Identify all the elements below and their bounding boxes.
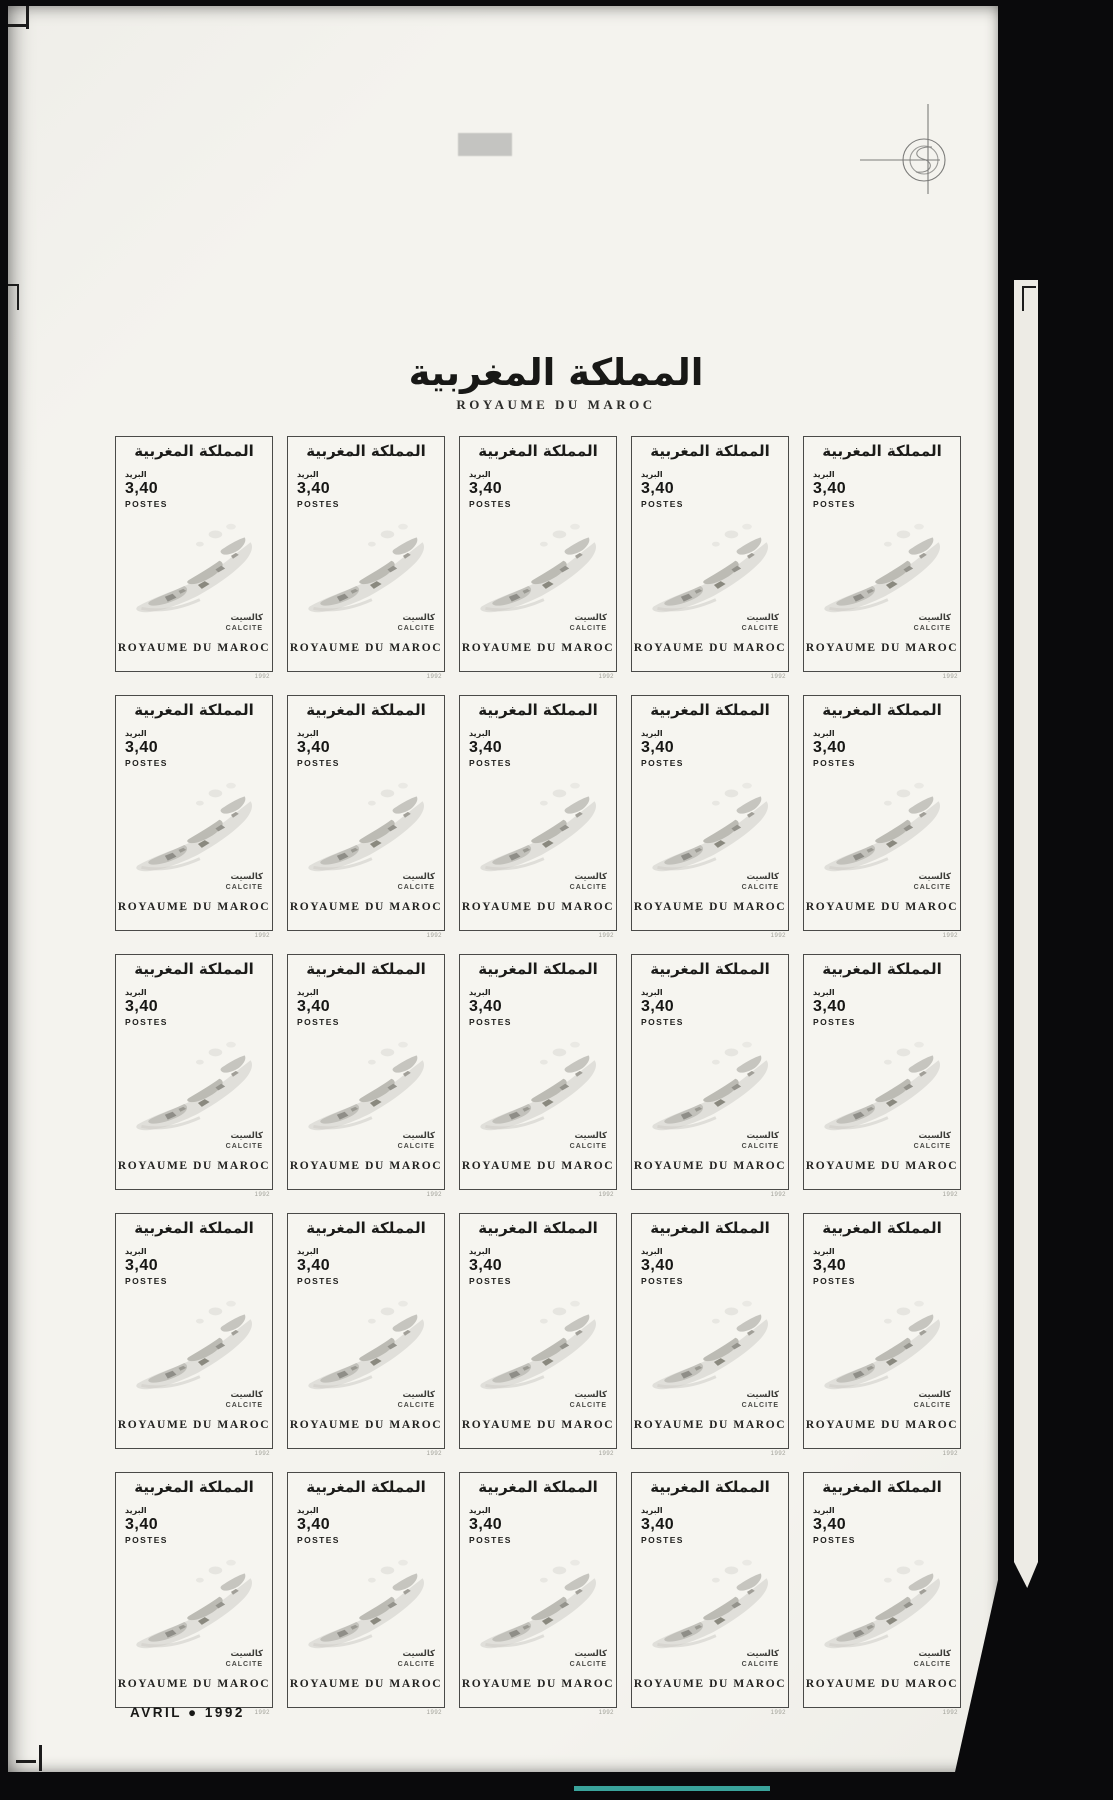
stamp-postes-label: POSTES: [125, 1276, 168, 1286]
stamp-mineral-name: CALCITE: [569, 1143, 607, 1150]
stamp-postes-label: POSTES: [125, 1535, 168, 1545]
stamp-cell: [459, 1213, 617, 1457]
stamp-mineral-name-arabic: كالسيت: [402, 1390, 435, 1400]
stamp: [803, 954, 961, 1190]
stamp-year-mark: 1992: [770, 674, 786, 680]
stamp-mineral-name-arabic: كالسيت: [574, 613, 607, 623]
stamp-postes-arabic: البريد: [813, 1247, 835, 1256]
stamp-mineral-name-arabic: كالسيت: [574, 872, 607, 882]
stamp-face-value: 3,40: [297, 1257, 331, 1274]
stamp-title-arabic: المملكة المغربية: [134, 442, 254, 460]
stamp-cell: [803, 954, 961, 1198]
stamp-mineral-name-arabic: كالسيت: [918, 872, 951, 882]
stamp-mineral-name: CALCITE: [913, 884, 951, 891]
stamp-mineral-name-arabic: كالسيت: [746, 613, 779, 623]
stamp-mineral-name-arabic: كالسيت: [402, 1131, 435, 1141]
stamp-country-name: ROYAUME DU MAROC: [805, 1419, 959, 1431]
crop-mark-left-edge: [17, 284, 19, 310]
stamp-mineral-name-arabic: كالسيت: [746, 1131, 779, 1141]
stamp: [803, 1472, 961, 1708]
stamp-title-arabic: المملكة المغربية: [650, 1478, 770, 1496]
stamp-title-arabic: المملكة المغربية: [822, 701, 942, 719]
stamp-mineral-name: CALCITE: [741, 884, 779, 891]
stamp-postes-arabic: البريد: [641, 729, 663, 738]
stamp-postes-arabic: البريد: [469, 470, 491, 479]
stamp: [803, 695, 961, 931]
stamp: [459, 954, 617, 1190]
stamp-mineral-name-arabic: كالسيت: [574, 1649, 607, 1659]
calcite-specimen-photo: [466, 507, 612, 629]
stamp: [631, 436, 789, 672]
stamp-postes-arabic: البريد: [297, 470, 319, 479]
stamp-year-mark: 1992: [426, 1710, 442, 1716]
stamp-postes-arabic: البريد: [297, 1506, 319, 1515]
stamp-country-name: ROYAUME DU MAROC: [633, 901, 787, 913]
crop-mark-bottom-left-h: [16, 1760, 36, 1763]
stamp-face-value: 3,40: [813, 480, 847, 497]
stamp-year-mark: 1992: [942, 1192, 958, 1198]
stamp-mineral-name-arabic: كالسيت: [574, 1390, 607, 1400]
stamp: [287, 1213, 445, 1449]
stamp-face-value: 3,40: [641, 998, 675, 1015]
stamp-mineral-name-arabic: كالسيت: [230, 872, 263, 882]
stamp-mineral-name: CALCITE: [913, 1143, 951, 1150]
stamp-mineral-name: CALCITE: [397, 1143, 435, 1150]
calcite-specimen-photo: [122, 766, 268, 888]
stamp-title-arabic: المملكة المغربية: [822, 1478, 942, 1496]
stamp-postes-arabic: البريد: [469, 988, 491, 997]
stamp-cell: [115, 1213, 273, 1457]
stamp-mineral-name: CALCITE: [225, 1661, 263, 1668]
stamp-cell: [459, 695, 617, 939]
stamp-cell: [631, 695, 789, 939]
stamp-cell: [287, 1472, 445, 1716]
sheet-edge-strip: [1014, 280, 1038, 1562]
stamp-cell: [115, 695, 273, 939]
registration-target-icon: [852, 98, 962, 203]
stamp-mineral-name: CALCITE: [397, 1661, 435, 1668]
stamp: [115, 695, 273, 931]
stamp-country-name: ROYAUME DU MAROC: [117, 1160, 271, 1172]
stamp-cell: [803, 436, 961, 680]
calcite-specimen-photo: [122, 1284, 268, 1406]
stamp-postes-arabic: البريد: [297, 988, 319, 997]
stamp-postes-arabic: البريد: [297, 1247, 319, 1256]
stamp-mineral-name-arabic: كالسيت: [402, 1649, 435, 1659]
stamp-postes-label: POSTES: [469, 1276, 512, 1286]
stamp-mineral-name: CALCITE: [397, 625, 435, 632]
stamp-mineral-name-arabic: كالسيت: [402, 872, 435, 882]
calcite-specimen-photo: [122, 507, 268, 629]
stamp-postes-arabic: البريد: [813, 729, 835, 738]
stamp-postes-label: POSTES: [297, 1276, 340, 1286]
stamp-mineral-name: CALCITE: [225, 625, 263, 632]
stamp-country-name: ROYAUME DU MAROC: [805, 642, 959, 654]
stamp-mineral-name-arabic: كالسيت: [402, 613, 435, 623]
calcite-specimen-photo: [638, 1025, 784, 1147]
stamp-mineral-name: CALCITE: [569, 1402, 607, 1409]
stamp-mineral-name-arabic: كالسيت: [574, 1131, 607, 1141]
calcite-specimen-photo: [810, 1284, 956, 1406]
calcite-specimen-photo: [294, 1025, 440, 1147]
stamp-mineral-name-arabic: كالسيت: [230, 613, 263, 623]
stamp-postes-arabic: البريد: [641, 1247, 663, 1256]
stamp-year-mark: 1992: [598, 1451, 614, 1457]
stamp-cell: [115, 954, 273, 1198]
stamp-country-name: ROYAUME DU MAROC: [117, 901, 271, 913]
stamp-postes-arabic: البريد: [813, 988, 835, 997]
stamp: [631, 1472, 789, 1708]
stamp-mineral-name: CALCITE: [741, 1143, 779, 1150]
stamp-face-value: 3,40: [813, 739, 847, 756]
stamp-cell: [115, 436, 273, 680]
stamp-mineral-name: CALCITE: [225, 1143, 263, 1150]
stamp-title-arabic: المملكة المغربية: [650, 442, 770, 460]
stamp-year-mark: 1992: [426, 933, 442, 939]
stamp-country-name: ROYAUME DU MAROC: [805, 1160, 959, 1172]
stamp-postes-label: POSTES: [125, 758, 168, 768]
stamp-face-value: 3,40: [813, 998, 847, 1015]
stamp-country-name: ROYAUME DU MAROC: [461, 642, 615, 654]
stamp-mineral-name: CALCITE: [741, 1402, 779, 1409]
stamp-postes-label: POSTES: [641, 1017, 684, 1027]
stamp-title-arabic: المملكة المغربية: [822, 960, 942, 978]
stamp-year-mark: 1992: [598, 933, 614, 939]
stamp-country-name: ROYAUME DU MAROC: [805, 1678, 959, 1690]
stamp-mineral-name-arabic: كالسيت: [918, 1649, 951, 1659]
stamp-cell: [459, 954, 617, 1198]
calcite-specimen-photo: [638, 507, 784, 629]
stamp-title-arabic: المملكة المغربية: [650, 960, 770, 978]
calcite-specimen-photo: [122, 1543, 268, 1665]
stamp: [459, 1213, 617, 1449]
stamp-face-value: 3,40: [297, 998, 331, 1015]
crop-mark-top-left-h: [8, 24, 28, 27]
stamp-country-name: ROYAUME DU MAROC: [117, 642, 271, 654]
stamp-postes-arabic: البريد: [641, 1506, 663, 1515]
stamp-year-mark: 1992: [942, 674, 958, 680]
crop-mark-right-edge: [1022, 286, 1024, 311]
stamp-mineral-name-arabic: كالسيت: [746, 1649, 779, 1659]
stamp-mineral-name: CALCITE: [569, 884, 607, 891]
stamp-mineral-name: CALCITE: [913, 625, 951, 632]
stamp-face-value: 3,40: [297, 480, 331, 497]
crop-mark-left-edge-h: [8, 284, 18, 286]
calcite-specimen-photo: [466, 1543, 612, 1665]
calcite-specimen-photo: [466, 1025, 612, 1147]
stamp-postes-label: POSTES: [469, 499, 512, 509]
stamp-mineral-name: CALCITE: [397, 884, 435, 891]
stamp-year-mark: 1992: [426, 1192, 442, 1198]
stamp-title-arabic: المملكة المغربية: [134, 1478, 254, 1496]
stamp-face-value: 3,40: [641, 1516, 675, 1533]
stamp-cell: [631, 954, 789, 1198]
stamp-year-mark: 1992: [426, 1451, 442, 1457]
stamp-postes-label: POSTES: [641, 1535, 684, 1545]
stamp-year-mark: 1992: [770, 1451, 786, 1457]
stamp-title-arabic: المملكة المغربية: [306, 701, 426, 719]
stamp-year-mark: 1992: [770, 1710, 786, 1716]
stamp-face-value: 3,40: [125, 998, 159, 1015]
stamp-postes-label: POSTES: [469, 1535, 512, 1545]
stamp-year-mark: 1992: [770, 933, 786, 939]
stamp-country-name: ROYAUME DU MAROC: [461, 1419, 615, 1431]
stamp-postes-arabic: البريد: [469, 1247, 491, 1256]
stamp-face-value: 3,40: [469, 739, 503, 756]
stamp-mineral-name-arabic: كالسيت: [918, 613, 951, 623]
crop-mark-right-edge-h: [1024, 286, 1036, 288]
calcite-specimen-photo: [638, 766, 784, 888]
sheet-header: [391, 352, 721, 413]
stamp-year-mark: 1992: [770, 1192, 786, 1198]
stamp-year-mark: 1992: [426, 674, 442, 680]
stamp-postes-label: POSTES: [297, 499, 340, 509]
stamp-postes-arabic: البريد: [469, 729, 491, 738]
stamp-title-arabic: المملكة المغربية: [306, 442, 426, 460]
stamp-title-arabic: المملكة المغربية: [478, 701, 598, 719]
stamp-title-arabic: المملكة المغربية: [650, 1219, 770, 1237]
stamp-face-value: 3,40: [813, 1516, 847, 1533]
stamp-face-value: 3,40: [469, 998, 503, 1015]
header-country-name: ROYAUME DU MAROC: [456, 396, 656, 412]
crop-mark-bottom-left-v: [39, 1745, 42, 1771]
scanner-color-bar: [574, 1786, 770, 1791]
stamp-postes-arabic: البريد: [125, 470, 147, 479]
stamp-title-arabic: المملكة المغربية: [306, 1219, 426, 1237]
stamp-postes-arabic: البريد: [469, 1506, 491, 1515]
stamp-country-name: ROYAUME DU MAROC: [289, 1160, 443, 1172]
calcite-specimen-photo: [294, 1543, 440, 1665]
stamp-postes-arabic: البريد: [641, 470, 663, 479]
stamp-year-mark: 1992: [942, 1451, 958, 1457]
stamp-mineral-name: CALCITE: [225, 884, 263, 891]
stamp-postes-label: POSTES: [813, 758, 856, 768]
stamp-postes-arabic: البريد: [297, 729, 319, 738]
stamp-postes-arabic: البريد: [641, 988, 663, 997]
stamp-title-arabic: المملكة المغربية: [134, 960, 254, 978]
stamp: [459, 1472, 617, 1708]
stamp-face-value: 3,40: [297, 739, 331, 756]
stamp-year-mark: 1992: [254, 933, 270, 939]
header-calligraphy-arabic: المملكة المغربية: [408, 351, 704, 394]
stamp-cell: [459, 436, 617, 680]
stamp: [459, 436, 617, 672]
stamp: [287, 695, 445, 931]
stamp-title-arabic: المملكة المغربية: [822, 442, 942, 460]
stamp: [803, 1213, 961, 1449]
stamp-country-name: ROYAUME DU MAROC: [461, 901, 615, 913]
stamp-country-name: ROYAUME DU MAROC: [289, 642, 443, 654]
stamp-mineral-name-arabic: كالسيت: [746, 872, 779, 882]
stamp-cell: [459, 1472, 617, 1716]
stamp-face-value: 3,40: [297, 1516, 331, 1533]
stamp-postes-label: POSTES: [297, 758, 340, 768]
calcite-specimen-photo: [810, 507, 956, 629]
stamp-face-value: 3,40: [469, 1516, 503, 1533]
stamp: [115, 1472, 273, 1708]
stamp-year-mark: 1992: [598, 1192, 614, 1198]
stamp-title-arabic: المملكة المغربية: [822, 1219, 942, 1237]
calcite-specimen-photo: [638, 1543, 784, 1665]
stamp-mineral-name-arabic: كالسيت: [918, 1131, 951, 1141]
calcite-specimen-photo: [466, 1284, 612, 1406]
stamp-title-arabic: المملكة المغربية: [478, 1219, 598, 1237]
stamp-face-value: 3,40: [641, 739, 675, 756]
stamp-postes-label: POSTES: [813, 499, 856, 509]
calcite-specimen-photo: [810, 1025, 956, 1147]
calcite-specimen-photo: [810, 766, 956, 888]
stamp-mineral-name-arabic: كالسيت: [230, 1131, 263, 1141]
stamp: [287, 436, 445, 672]
stamp-title-arabic: المملكة المغربية: [478, 960, 598, 978]
stamp-postes-label: POSTES: [125, 499, 168, 509]
stamp-cell: [631, 436, 789, 680]
stamp-postes-label: POSTES: [813, 1017, 856, 1027]
stamp-postes-arabic: البريد: [125, 1247, 147, 1256]
stamp-year-mark: 1992: [942, 933, 958, 939]
stamp-country-name: ROYAUME DU MAROC: [461, 1678, 615, 1690]
stamp-title-arabic: المملكة المغربية: [134, 701, 254, 719]
stamp-cell: [287, 954, 445, 1198]
stamp-postes-label: POSTES: [297, 1017, 340, 1027]
stamp-country-name: ROYAUME DU MAROC: [633, 1160, 787, 1172]
stamp: [459, 695, 617, 931]
stamp-country-name: ROYAUME DU MAROC: [805, 901, 959, 913]
stamp-mineral-name: CALCITE: [569, 1661, 607, 1668]
print-date-imprint: AVRIL ● 1992: [130, 1705, 245, 1720]
sheet-edge-strip-tip: [1014, 1562, 1038, 1588]
stamp-country-name: ROYAUME DU MAROC: [633, 1419, 787, 1431]
stamp: [115, 954, 273, 1190]
calcite-specimen-photo: [810, 1543, 956, 1665]
stamp-year-mark: 1992: [598, 674, 614, 680]
stamp-postes-arabic: البريد: [125, 729, 147, 738]
stamp: [803, 436, 961, 672]
stamp-cell: [803, 1213, 961, 1457]
stamp-mineral-name: CALCITE: [741, 1661, 779, 1668]
stamp-title-arabic: المملكة المغربية: [306, 960, 426, 978]
stamp-mineral-name-arabic: كالسيت: [230, 1390, 263, 1400]
stamp-cell: [287, 695, 445, 939]
stamp-cell: [631, 1472, 789, 1716]
stamp-country-name: ROYAUME DU MAROC: [633, 642, 787, 654]
stamp-face-value: 3,40: [125, 739, 159, 756]
stamp-country-name: ROYAUME DU MAROC: [117, 1419, 271, 1431]
stamp-postes-label: POSTES: [813, 1276, 856, 1286]
stamp-country-name: ROYAUME DU MAROC: [289, 1678, 443, 1690]
stamp-mineral-name: CALCITE: [913, 1661, 951, 1668]
stamp-postes-label: POSTES: [641, 499, 684, 509]
stamp-cell: [803, 1472, 961, 1716]
stamp-postes-arabic: البريد: [813, 470, 835, 479]
stamp-year-mark: 1992: [598, 1710, 614, 1716]
stamp: [287, 954, 445, 1190]
stamp-country-name: ROYAUME DU MAROC: [633, 1678, 787, 1690]
stamp-country-name: ROYAUME DU MAROC: [117, 1678, 271, 1690]
stamp-face-value: 3,40: [813, 1257, 847, 1274]
stamp-face-value: 3,40: [641, 1257, 675, 1274]
stamp-mineral-name-arabic: كالسيت: [230, 1649, 263, 1659]
stamp-postes-label: POSTES: [469, 758, 512, 768]
stamp: [631, 695, 789, 931]
stamp-title-arabic: المملكة المغربية: [478, 1478, 598, 1496]
stamp-title-arabic: المملكة المغربية: [306, 1478, 426, 1496]
stamp: [115, 1213, 273, 1449]
stamp-title-arabic: المملكة المغربية: [650, 701, 770, 719]
stamp-postes-label: POSTES: [813, 1535, 856, 1545]
stamp-country-name: ROYAUME DU MAROC: [461, 1160, 615, 1172]
color-calibration-patch: [458, 133, 512, 156]
stamp-face-value: 3,40: [641, 480, 675, 497]
calcite-specimen-photo: [122, 1025, 268, 1147]
stamp-country-name: ROYAUME DU MAROC: [289, 1419, 443, 1431]
stamp-face-value: 3,40: [469, 480, 503, 497]
stamp-year-mark: 1992: [254, 1710, 270, 1716]
stamp-mineral-name-arabic: كالسيت: [746, 1390, 779, 1400]
calcite-specimen-photo: [466, 766, 612, 888]
stamp-cell: [631, 1213, 789, 1457]
stamp-postes-label: POSTES: [641, 1276, 684, 1286]
stamp-mineral-name: CALCITE: [913, 1402, 951, 1409]
stamp-face-value: 3,40: [125, 1516, 159, 1533]
stamp-mineral-name: CALCITE: [741, 625, 779, 632]
stamp-postes-label: POSTES: [469, 1017, 512, 1027]
stamp-year-mark: 1992: [942, 1710, 958, 1716]
stamp-postes-label: POSTES: [125, 1017, 168, 1027]
stamp-cell: [287, 436, 445, 680]
stamp-mineral-name: CALCITE: [397, 1402, 435, 1409]
stamp: [631, 954, 789, 1190]
stamp-face-value: 3,40: [125, 1257, 159, 1274]
calcite-specimen-photo: [294, 766, 440, 888]
stamp-mineral-name-arabic: كالسيت: [918, 1390, 951, 1400]
stamp-country-name: ROYAUME DU MAROC: [289, 901, 443, 913]
stamp-title-arabic: المملكة المغربية: [134, 1219, 254, 1237]
stamp: [631, 1213, 789, 1449]
stamp-title-arabic: المملكة المغربية: [478, 442, 598, 460]
stamp-postes-arabic: البريد: [125, 1506, 147, 1515]
stamp-mineral-name: CALCITE: [225, 1402, 263, 1409]
stamp-mineral-name: CALCITE: [569, 625, 607, 632]
stamp: [287, 1472, 445, 1708]
stamp: [115, 436, 273, 672]
stamp-postes-arabic: البريد: [125, 988, 147, 997]
stamp-year-mark: 1992: [254, 674, 270, 680]
stamp-postes-arabic: البريد: [813, 1506, 835, 1515]
calcite-specimen-photo: [294, 1284, 440, 1406]
calcite-specimen-photo: [638, 1284, 784, 1406]
stamp-postes-label: POSTES: [297, 1535, 340, 1545]
stamp-cell: [287, 1213, 445, 1457]
stamp-year-mark: 1992: [254, 1451, 270, 1457]
stamp-year-mark: 1992: [254, 1192, 270, 1198]
stamp-face-value: 3,40: [125, 480, 159, 497]
stamp-face-value: 3,40: [469, 1257, 503, 1274]
stamp-cell: [803, 695, 961, 939]
stamp-postes-label: POSTES: [641, 758, 684, 768]
calcite-specimen-photo: [294, 507, 440, 629]
